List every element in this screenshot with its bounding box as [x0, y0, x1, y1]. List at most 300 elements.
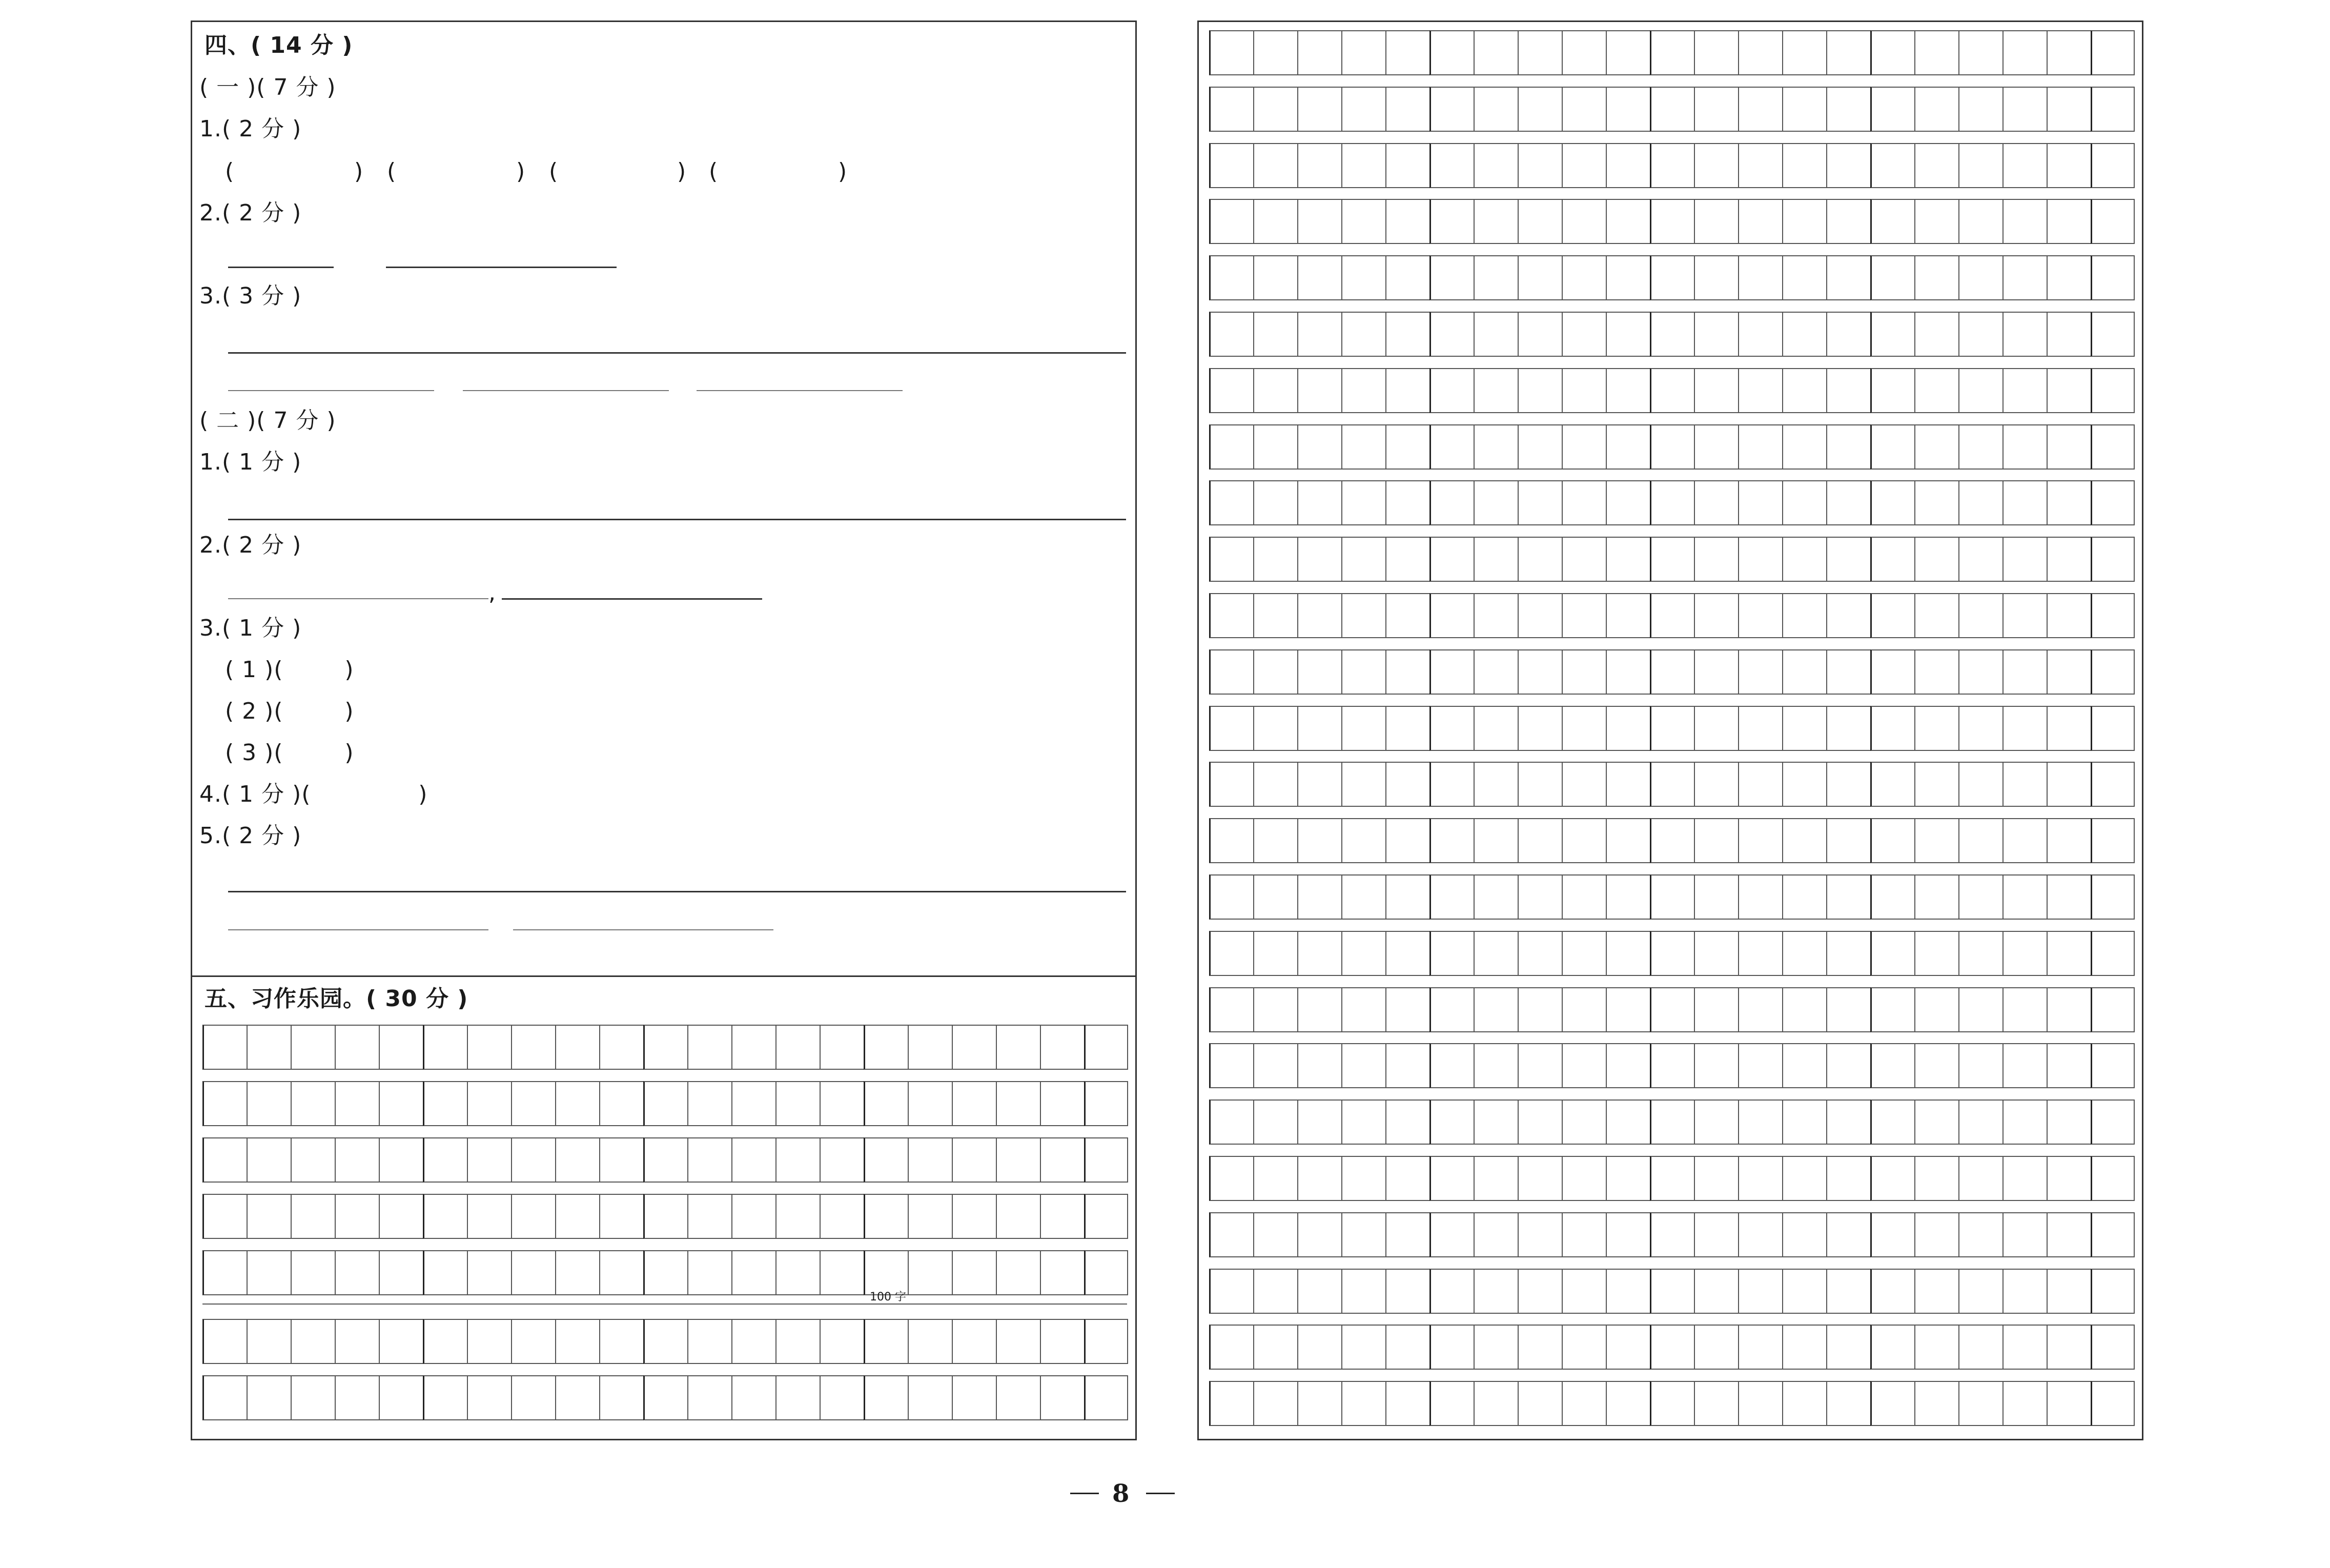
grid-cell[interactable]	[1518, 1156, 1562, 1201]
grid-cell[interactable]	[2002, 593, 2047, 638]
grid-cell[interactable]	[2047, 1099, 2091, 1145]
grid-cell[interactable]	[1782, 706, 1826, 751]
grid-cell[interactable]	[1650, 931, 1694, 976]
grid-cell[interactable]	[1562, 143, 1606, 188]
grid-cell[interactable]	[1738, 1156, 1782, 1201]
grid-cell[interactable]	[2091, 255, 2135, 300]
grid-cell[interactable]	[1562, 368, 1606, 413]
grid-cell[interactable]	[1253, 1099, 1297, 1145]
grid-cell[interactable]	[467, 1194, 511, 1239]
grid-cell[interactable]	[1958, 30, 2002, 75]
grid-cell[interactable]	[1341, 931, 1385, 976]
grid-cell[interactable]	[1562, 1156, 1606, 1201]
grid-cell[interactable]	[1429, 818, 1474, 863]
grid-cell[interactable]	[2002, 706, 2047, 751]
grid-cell[interactable]	[1738, 87, 1782, 132]
grid-cell[interactable]	[1297, 199, 1341, 244]
grid-cell[interactable]	[1782, 199, 1826, 244]
grid-cell[interactable]	[1562, 593, 1606, 638]
grid-cell[interactable]	[1253, 480, 1297, 525]
grid-cell[interactable]	[1914, 706, 1958, 751]
grid-cell[interactable]	[1650, 1269, 1694, 1314]
grid-cell[interactable]	[1870, 537, 1914, 582]
grid-cell[interactable]	[1297, 312, 1341, 357]
grid-cell[interactable]	[820, 1081, 864, 1126]
grid-cell[interactable]	[1914, 818, 1958, 863]
grid-cell[interactable]	[1253, 874, 1297, 920]
grid-cell[interactable]	[1474, 312, 1518, 357]
grid-cell[interactable]	[599, 1194, 643, 1239]
grid-cell[interactable]	[1209, 818, 1253, 863]
grid-cell[interactable]	[1694, 424, 1738, 470]
grid-cell[interactable]	[2002, 537, 2047, 582]
grid-cell[interactable]	[1782, 987, 1826, 1032]
grid-cell[interactable]	[1429, 312, 1474, 357]
grid-cell[interactable]	[731, 1319, 775, 1364]
grid-cell[interactable]	[555, 1137, 599, 1183]
q2-4-label[interactable]: 4.( 1 分 )( )	[199, 781, 428, 807]
grid-cell[interactable]	[1518, 424, 1562, 470]
grid-cell[interactable]	[1782, 87, 1826, 132]
grid-cell[interactable]	[1694, 762, 1738, 807]
grid-cell[interactable]	[1606, 1269, 1650, 1314]
grid-cell[interactable]	[1914, 312, 1958, 357]
grid-cell[interactable]	[1694, 368, 1738, 413]
grid-cell[interactable]	[820, 1250, 864, 1295]
grid-cell[interactable]	[1518, 368, 1562, 413]
grid-cell[interactable]	[423, 1081, 467, 1126]
grid-cell[interactable]	[952, 1194, 996, 1239]
grid-cell[interactable]	[643, 1319, 687, 1364]
grid-cell[interactable]	[1738, 762, 1782, 807]
grid-cell[interactable]	[1694, 1269, 1738, 1314]
grid-cell[interactable]	[2091, 818, 2135, 863]
grid-cell[interactable]	[1385, 255, 1429, 300]
grid-cell[interactable]	[1562, 312, 1606, 357]
grid-cell[interactable]	[1958, 649, 2002, 695]
grid-cell[interactable]	[1253, 931, 1297, 976]
grid-cell[interactable]	[2091, 874, 2135, 920]
grid-cell[interactable]	[1738, 1212, 1782, 1257]
grid-cell[interactable]	[775, 1250, 820, 1295]
grid-cell[interactable]	[1606, 312, 1650, 357]
grid-cell[interactable]	[1870, 424, 1914, 470]
grid-cell[interactable]	[1253, 1325, 1297, 1370]
grid-cell[interactable]	[1826, 1099, 1870, 1145]
grid-cell[interactable]	[2002, 255, 2047, 300]
grid-cell[interactable]	[1694, 593, 1738, 638]
grid-cell[interactable]	[1606, 1099, 1650, 1145]
grid-cell[interactable]	[335, 1319, 379, 1364]
grid-cell[interactable]	[423, 1137, 467, 1183]
grid-cell[interactable]	[2047, 593, 2091, 638]
grid-cell[interactable]	[1738, 480, 1782, 525]
grid-cell[interactable]	[2047, 1325, 2091, 1370]
grid-cell[interactable]	[908, 1081, 952, 1126]
grid-cell[interactable]	[1694, 1043, 1738, 1088]
grid-cell[interactable]	[1474, 593, 1518, 638]
grid-cell[interactable]	[1040, 1194, 1084, 1239]
grid-cell[interactable]	[1562, 931, 1606, 976]
grid-cell[interactable]	[687, 1081, 731, 1126]
grid-cell[interactable]	[1429, 424, 1474, 470]
grid-cell[interactable]	[1474, 143, 1518, 188]
grid-cell[interactable]	[1253, 706, 1297, 751]
grid-cell[interactable]	[511, 1250, 555, 1295]
grid-cell[interactable]	[1958, 931, 2002, 976]
grid-cell[interactable]	[1782, 255, 1826, 300]
grid-cell[interactable]	[1958, 1043, 2002, 1088]
grid-cell[interactable]	[423, 1319, 467, 1364]
grid-cell[interactable]	[202, 1025, 247, 1070]
grid-cell[interactable]	[599, 1319, 643, 1364]
grid-cell[interactable]	[2047, 818, 2091, 863]
grid-cell[interactable]	[2091, 537, 2135, 582]
grid-cell[interactable]	[1694, 199, 1738, 244]
grid-cell[interactable]	[1518, 1381, 1562, 1426]
grid-cell[interactable]	[467, 1375, 511, 1420]
grid-cell[interactable]	[1738, 1269, 1782, 1314]
grid-cell[interactable]	[1606, 649, 1650, 695]
grid-cell[interactable]	[1297, 1156, 1341, 1201]
grid-cell[interactable]	[1870, 199, 1914, 244]
grid-cell[interactable]	[1385, 1099, 1429, 1145]
grid-cell[interactable]	[1385, 987, 1429, 1032]
grid-cell[interactable]	[1826, 480, 1870, 525]
grid-cell[interactable]	[1297, 537, 1341, 582]
grid-cell[interactable]	[1826, 874, 1870, 920]
grid-cell[interactable]	[1253, 255, 1297, 300]
grid-cell[interactable]	[2047, 649, 2091, 695]
grid-cell[interactable]	[1738, 1381, 1782, 1426]
grid-cell[interactable]	[1385, 1156, 1429, 1201]
grid-cell[interactable]	[1429, 1156, 1474, 1201]
grid-cell[interactable]	[731, 1250, 775, 1295]
grid-cell[interactable]	[1518, 30, 1562, 75]
grid-cell[interactable]	[1606, 931, 1650, 976]
grid-cell[interactable]	[1606, 987, 1650, 1032]
grid-cell[interactable]	[555, 1081, 599, 1126]
grid-cell[interactable]	[1870, 1269, 1914, 1314]
grid-cell[interactable]	[1562, 706, 1606, 751]
grid-cell[interactable]	[2002, 199, 2047, 244]
grid-cell[interactable]	[1870, 649, 1914, 695]
grid-cell[interactable]	[1738, 537, 1782, 582]
grid-cell[interactable]	[1429, 255, 1474, 300]
grid-cell[interactable]	[1958, 1381, 2002, 1426]
grid-cell[interactable]	[1385, 593, 1429, 638]
grid-cell[interactable]	[1297, 1325, 1341, 1370]
grid-cell[interactable]	[2047, 143, 2091, 188]
grid-cell[interactable]	[1782, 1043, 1826, 1088]
grid-cell[interactable]	[1826, 706, 1870, 751]
grid-cell[interactable]	[1914, 143, 1958, 188]
grid-cell[interactable]	[1253, 1043, 1297, 1088]
grid-cell[interactable]	[1341, 1381, 1385, 1426]
grid-cell[interactable]	[1694, 649, 1738, 695]
grid-cell[interactable]	[1694, 874, 1738, 920]
grid-cell[interactable]	[1826, 30, 1870, 75]
grid-cell[interactable]	[1738, 143, 1782, 188]
grid-cell[interactable]	[247, 1081, 291, 1126]
grid-cell[interactable]	[1958, 537, 2002, 582]
grid-cell[interactable]	[1650, 143, 1694, 188]
grid-cell[interactable]	[1738, 1099, 1782, 1145]
grid-cell[interactable]	[1782, 649, 1826, 695]
grid-cell[interactable]	[1474, 368, 1518, 413]
grid-cell[interactable]	[1474, 537, 1518, 582]
grid-cell[interactable]	[2047, 87, 2091, 132]
grid-cell[interactable]	[1650, 1099, 1694, 1145]
grid-cell[interactable]	[1870, 143, 1914, 188]
grid-cell[interactable]	[1253, 987, 1297, 1032]
grid-cell[interactable]	[1826, 368, 1870, 413]
grid-cell[interactable]	[599, 1081, 643, 1126]
grid-cell[interactable]	[1253, 87, 1297, 132]
grid-cell[interactable]	[1084, 1081, 1128, 1126]
grid-cell[interactable]	[1209, 1156, 1253, 1201]
grid-cell[interactable]	[1958, 1099, 2002, 1145]
grid-cell[interactable]	[952, 1137, 996, 1183]
grid-cell[interactable]	[1297, 706, 1341, 751]
grid-cell[interactable]	[1650, 312, 1694, 357]
grid-cell[interactable]	[1253, 762, 1297, 807]
grid-cell[interactable]	[1474, 1099, 1518, 1145]
grid-cell[interactable]	[1429, 706, 1474, 751]
grid-cell[interactable]	[775, 1194, 820, 1239]
grid-cell[interactable]	[1253, 312, 1297, 357]
grid-cell[interactable]	[1562, 1043, 1606, 1088]
grid-cell[interactable]	[1958, 1156, 2002, 1201]
grid-cell[interactable]	[1694, 1381, 1738, 1426]
grid-cell[interactable]	[1870, 368, 1914, 413]
grid-cell[interactable]	[1209, 874, 1253, 920]
grid-cell[interactable]	[1297, 480, 1341, 525]
grid-cell[interactable]	[1958, 1212, 2002, 1257]
grid-cell[interactable]	[1562, 1212, 1606, 1257]
grid-cell[interactable]	[1253, 593, 1297, 638]
grid-cell[interactable]	[1782, 537, 1826, 582]
grid-cell[interactable]	[1650, 987, 1694, 1032]
grid-cell[interactable]	[1826, 593, 1870, 638]
q3-answer-line-1[interactable]	[228, 352, 1126, 354]
grid-cell[interactable]	[1694, 1099, 1738, 1145]
grid-cell[interactable]	[1914, 1325, 1958, 1370]
grid-cell[interactable]	[1694, 706, 1738, 751]
grid-cell[interactable]	[1474, 874, 1518, 920]
grid-cell[interactable]	[1518, 312, 1562, 357]
grid-cell[interactable]	[996, 1250, 1040, 1295]
grid-cell[interactable]	[2002, 762, 2047, 807]
grid-cell[interactable]	[1297, 1043, 1341, 1088]
grid-cell[interactable]	[643, 1375, 687, 1420]
grid-cell[interactable]	[379, 1194, 423, 1239]
grid-cell[interactable]	[1826, 818, 1870, 863]
grid-cell[interactable]	[820, 1375, 864, 1420]
grid-cell[interactable]	[1253, 1381, 1297, 1426]
grid-cell[interactable]	[1518, 1212, 1562, 1257]
grid-cell[interactable]	[1474, 762, 1518, 807]
grid-cell[interactable]	[1209, 762, 1253, 807]
grid-cell[interactable]	[2091, 762, 2135, 807]
grid-cell[interactable]	[731, 1194, 775, 1239]
grid-cell[interactable]	[1650, 1325, 1694, 1370]
grid-cell[interactable]	[1209, 87, 1253, 132]
q2-2-answer-line-1[interactable]	[228, 598, 488, 599]
grid-cell[interactable]	[2047, 312, 2091, 357]
q2-2-answer-line-2[interactable]	[502, 598, 762, 600]
grid-cell[interactable]	[1870, 1381, 1914, 1426]
grid-cell[interactable]	[1694, 1325, 1738, 1370]
grid-cell[interactable]	[643, 1194, 687, 1239]
grid-cell[interactable]	[1474, 30, 1518, 75]
grid-cell[interactable]	[1826, 1156, 1870, 1201]
grid-cell[interactable]	[1341, 706, 1385, 751]
grid-cell[interactable]	[1341, 480, 1385, 525]
grid-cell[interactable]	[1429, 1269, 1474, 1314]
grid-cell[interactable]	[1562, 30, 1606, 75]
grid-cell[interactable]	[2091, 87, 2135, 132]
grid-cell[interactable]	[2047, 199, 2091, 244]
grid-cell[interactable]	[1474, 706, 1518, 751]
grid-cell[interactable]	[1562, 818, 1606, 863]
grid-cell[interactable]	[1341, 649, 1385, 695]
grid-cell[interactable]	[1474, 1269, 1518, 1314]
grid-cell[interactable]	[1606, 199, 1650, 244]
grid-cell[interactable]	[2002, 368, 2047, 413]
grid-cell[interactable]	[291, 1250, 335, 1295]
grid-cell[interactable]	[379, 1025, 423, 1070]
grid-cell[interactable]	[1914, 1381, 1958, 1426]
grid-cell[interactable]	[2091, 649, 2135, 695]
grid-cell[interactable]	[511, 1081, 555, 1126]
grid-cell[interactable]	[1738, 30, 1782, 75]
grid-cell[interactable]	[1562, 537, 1606, 582]
grid-cell[interactable]	[1694, 1156, 1738, 1201]
grid-cell[interactable]	[1209, 593, 1253, 638]
grid-cell[interactable]	[1914, 1156, 1958, 1201]
grid-cell[interactable]	[1782, 593, 1826, 638]
grid-cell[interactable]	[2091, 1099, 2135, 1145]
grid-cell[interactable]	[1297, 1099, 1341, 1145]
grid-cell[interactable]	[1958, 87, 2002, 132]
grid-cell[interactable]	[1826, 424, 1870, 470]
grid-cell[interactable]	[1253, 1269, 1297, 1314]
grid-cell[interactable]	[1738, 312, 1782, 357]
grid-cell[interactable]	[1650, 368, 1694, 413]
grid-cell[interactable]	[467, 1319, 511, 1364]
grid-cell[interactable]	[1606, 593, 1650, 638]
grid-cell[interactable]	[1826, 1269, 1870, 1314]
grid-cell[interactable]	[1297, 87, 1341, 132]
grid-cell[interactable]	[1914, 649, 1958, 695]
grid-cell[interactable]	[1474, 1212, 1518, 1257]
grid-cell[interactable]	[1253, 649, 1297, 695]
grid-cell[interactable]	[996, 1375, 1040, 1420]
grid-cell[interactable]	[511, 1025, 555, 1070]
grid-cell[interactable]	[1958, 762, 2002, 807]
grid-cell[interactable]	[1429, 874, 1474, 920]
grid-cell[interactable]	[2002, 1325, 2047, 1370]
grid-cell[interactable]	[952, 1081, 996, 1126]
grid-cell[interactable]	[1782, 1099, 1826, 1145]
grid-cell[interactable]	[1385, 30, 1429, 75]
grid-cell[interactable]	[1694, 987, 1738, 1032]
grid-cell[interactable]	[1474, 255, 1518, 300]
grid-cell[interactable]	[2047, 368, 2091, 413]
grid-cell[interactable]	[1341, 818, 1385, 863]
grid-cell[interactable]	[1385, 424, 1429, 470]
grid-cell[interactable]	[864, 1137, 908, 1183]
grid-cell[interactable]	[1694, 312, 1738, 357]
grid-cell[interactable]	[1385, 368, 1429, 413]
grid-cell[interactable]	[1209, 1325, 1253, 1370]
grid-cell[interactable]	[1297, 818, 1341, 863]
grid-cell[interactable]	[1385, 1043, 1429, 1088]
grid-cell[interactable]	[1341, 1156, 1385, 1201]
grid-cell[interactable]	[1694, 1212, 1738, 1257]
grid-cell[interactable]	[1650, 818, 1694, 863]
q2-3-item-1[interactable]: ( 1 )( )	[225, 657, 354, 683]
grid-cell[interactable]	[1738, 931, 1782, 976]
grid-cell[interactable]	[2091, 312, 2135, 357]
grid-cell[interactable]	[1518, 987, 1562, 1032]
grid-cell[interactable]	[291, 1137, 335, 1183]
grid-cell[interactable]	[1474, 649, 1518, 695]
grid-cell[interactable]	[1040, 1319, 1084, 1364]
grid-cell[interactable]	[1297, 931, 1341, 976]
grid-cell[interactable]	[555, 1375, 599, 1420]
grid-cell[interactable]	[1562, 87, 1606, 132]
grid-cell[interactable]	[1518, 537, 1562, 582]
grid-cell[interactable]	[1341, 1099, 1385, 1145]
grid-cell[interactable]	[1341, 1212, 1385, 1257]
grid-cell[interactable]	[2047, 762, 2091, 807]
grid-cell[interactable]	[1562, 987, 1606, 1032]
grid-cell[interactable]	[291, 1081, 335, 1126]
grid-cell[interactable]	[775, 1319, 820, 1364]
grid-cell[interactable]	[2047, 1156, 2091, 1201]
grid-cell[interactable]	[2047, 931, 2091, 976]
grid-cell[interactable]	[1782, 30, 1826, 75]
grid-cell[interactable]	[1297, 424, 1341, 470]
grid-cell[interactable]	[864, 1319, 908, 1364]
grid-cell[interactable]	[379, 1137, 423, 1183]
grid-cell[interactable]	[599, 1137, 643, 1183]
grid-cell[interactable]	[379, 1081, 423, 1126]
grid-cell[interactable]	[1738, 424, 1782, 470]
grid-cell[interactable]	[379, 1375, 423, 1420]
grid-cell[interactable]	[1209, 312, 1253, 357]
grid-cell[interactable]	[1914, 1269, 1958, 1314]
grid-cell[interactable]	[908, 1025, 952, 1070]
grid-cell[interactable]	[1341, 874, 1385, 920]
grid-cell[interactable]	[1870, 312, 1914, 357]
grid-cell[interactable]	[1870, 1325, 1914, 1370]
grid-cell[interactable]	[1870, 480, 1914, 525]
grid-cell[interactable]	[1782, 762, 1826, 807]
grid-cell[interactable]	[908, 1194, 952, 1239]
grid-cell[interactable]	[1297, 1269, 1341, 1314]
grid-cell[interactable]	[643, 1137, 687, 1183]
grid-cell[interactable]	[1782, 480, 1826, 525]
grid-cell[interactable]	[1826, 987, 1870, 1032]
grid-cell[interactable]	[1209, 706, 1253, 751]
grid-cell[interactable]	[202, 1250, 247, 1295]
grid-cell[interactable]	[1958, 255, 2002, 300]
grid-cell[interactable]	[952, 1250, 996, 1295]
grid-cell[interactable]	[1518, 762, 1562, 807]
